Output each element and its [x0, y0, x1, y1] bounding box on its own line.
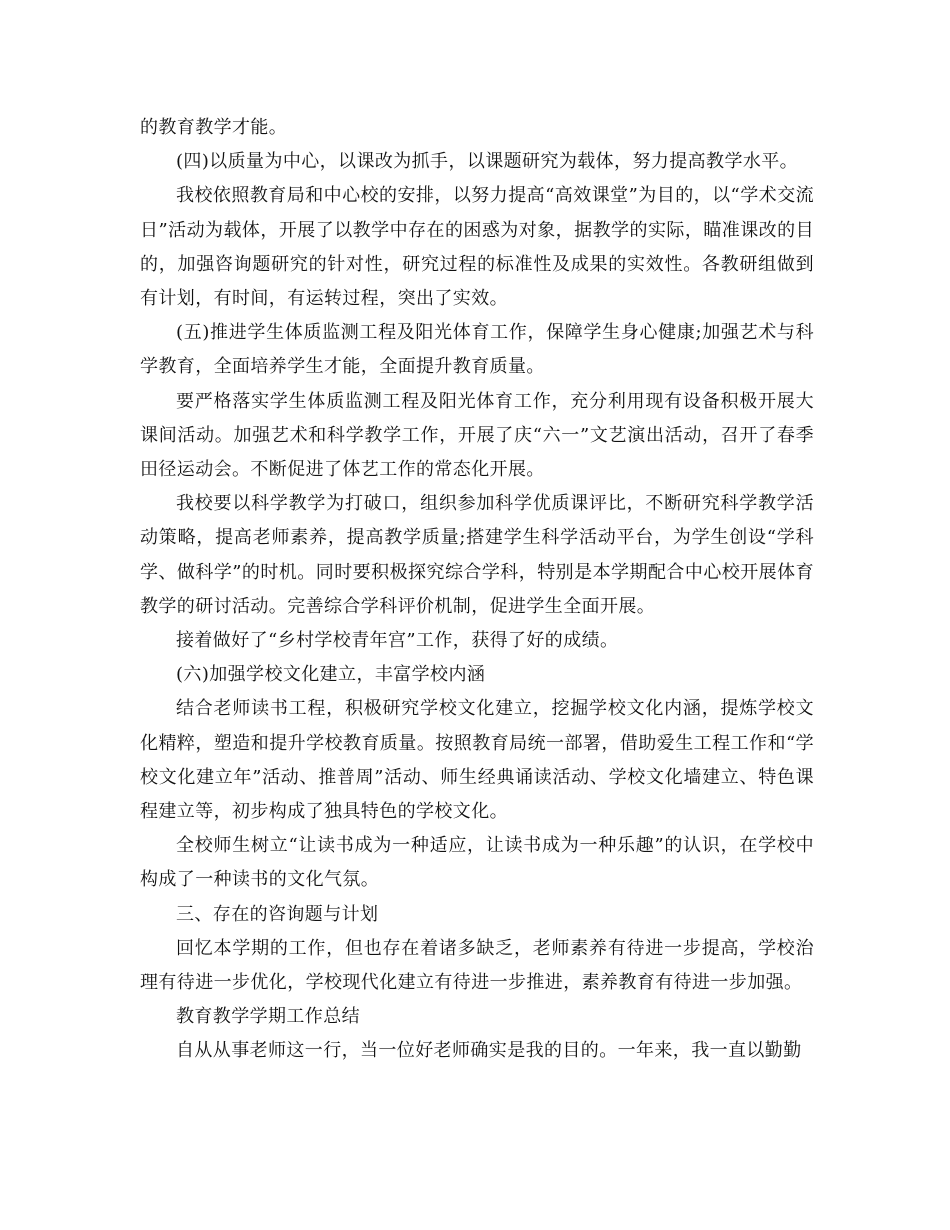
paragraph-5: 要严格落实学生体质监测工程及阳光体育工作，充分利用现有设备积极开展大课间活动。加强艺术和科学教学工作，开展了庆“六一”文艺演出活动，召开了春季田径运动会。不断促进了体艺工作的常态化开展。 — [140, 390, 814, 481]
paragraph-4: (五)推进学生体质监测工程及阳光体育工作，保障学生身心健康;加强艺术与科学教育，全面培养学生才能，全面提升教育质量。 — [140, 322, 814, 378]
paragraph-11: 三、存在的咨询题与计划 — [176, 903, 379, 925]
paragraph-8: (六)加强学校文化建立，丰富学校内涵 — [176, 664, 486, 686]
paragraph-12: 回忆本学期的工作，但也存在着诸多缺乏，老师素养有待进一步提高，学校治理有待进一步优化，学校现代化建立有待进一步推进，素养教育有待进一步加强。 — [140, 937, 814, 994]
paragraph-3: 我校依照教育局和中心校的安排，以努力提高“高效课堂”为目的，以“学术交流日”活动为载体，开展了以教学中存在的困惑为对象，据教学的实际，瞄准课改的目的，加强咨询题研究的针对性，研究过程的标准性及成果的实效性。各教研组做到有计划，有时间，有运转过程，突出了实效。 — [140, 185, 814, 310]
paragraph-14: 自从从事老师这一行，当一位好老师确实是我的目的。一年来，我一直以勤勤 — [176, 1040, 802, 1062]
paragraph-13: 教育教学学期工作总结 — [176, 1006, 360, 1028]
paragraph-1: 的教育教学才能。 — [140, 117, 288, 138]
paragraph-9: 结合老师读书工程，积极研究学校文化建立，挖掘学校文化内涵，提炼学校文化精粹，塑造和提升学校教育质量。按照教育局统一部署，借助爱生工程工作和“学校文化建立年”活动、推普周”活动、师生经典诵读活动、学校文化墙建立、特色课程建立等，初步构成了独具特色的学校文化。 — [140, 698, 814, 823]
paragraph-6: 我校要以科学教学为打破口，组织参加科学优质课评比，不断研究科学教学活动策略，提高老师素养，提高教学质量;搭建学生科学活动平台，为学生创设“学科学、做科学”的时机。同时要积极探究综合学科，特别是本学期配合中心校开展体育教学的研讨活动。完善综合学科评价机制，促进学生全面开展。 — [140, 493, 814, 617]
paragraph-2: (四)以质量为中心，以课改为抓手，以课题研究为载体，努力提高教学水平。 — [176, 151, 799, 173]
document-body — [140, 111, 814, 1069]
paragraph-10: 全校师生树立“让读书成为一种适应，让读书成为一种乐趣”的认识，在学校中构成了一种读书的文化气氛。 — [140, 835, 814, 891]
paragraph-7: 接着做好了“乡村学校青年宫”工作，获得了好的成绩。 — [176, 630, 619, 652]
